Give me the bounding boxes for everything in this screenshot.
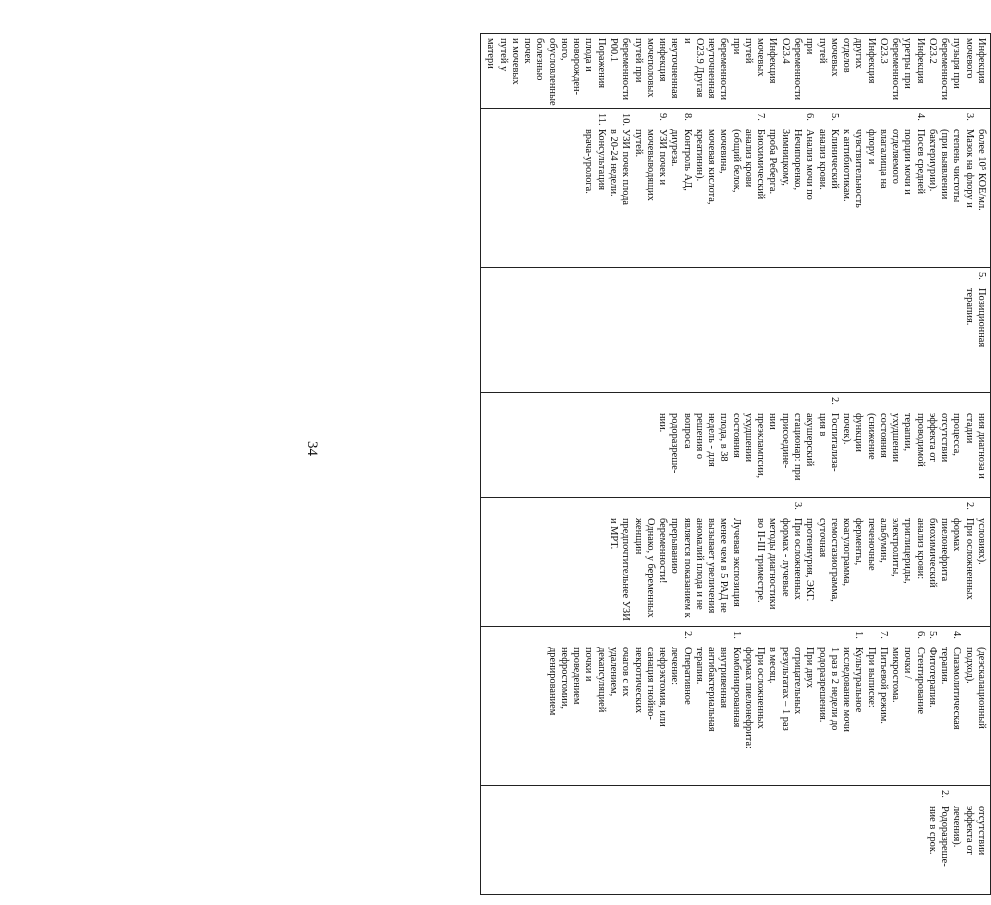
item-text-line: ухудшении [742,413,754,463]
item-number: 5. [976,272,987,280]
item-number: 7. [755,113,767,121]
item-text-line: очагов с их [620,647,632,697]
item-text-line: Лучевая экспозиция [730,518,742,607]
item-text-line: методы диагностики [767,518,779,610]
item-text-line: присоедине- [779,413,791,469]
item-text-line: дренированием [546,647,558,716]
item-text-line: триглицериды, [902,518,914,584]
item-text-line: плода, в 38 [718,413,730,462]
diagnosis-line: беременности [718,38,730,101]
item-number: 7. [877,631,889,639]
diagnosis-line: беременности [792,38,804,101]
item-text-line: формах пиелонефрита: [742,647,754,749]
item-text-line: При двух [804,647,816,689]
item-text-line: При осложненных [792,518,804,600]
list-item [877,631,889,781]
item-text-line: суточная [816,518,828,558]
item-text-line: является показанием к [681,518,693,618]
item-number: 2. [828,397,840,405]
item-number: 4. [951,631,963,639]
item-text-line: внутривенная [718,647,730,709]
item-text-line: Клинический [828,129,840,189]
item-text-line: прерыванию [669,518,681,574]
item-text-line: ция в [816,413,828,437]
item-text-line: порции мочи и [902,129,914,195]
list-item [766,631,864,781]
item-text-line: Анализ мочи по [804,129,816,200]
item-text-line [742,518,754,622]
list-item [693,631,742,781]
list-item [864,631,876,781]
diagnosis-line: Инфекция [976,38,987,84]
list-item [840,397,987,493]
item-text-line: печеночные [865,518,877,571]
diagnosis-line: путей у матери [485,38,509,72]
item-text-line: Консультация [595,129,607,191]
item-text-line: терапия. [939,647,951,685]
list-item [693,113,767,263]
item-text-line: УЗИ почек и [657,129,669,186]
item-text-line: преэклампсии, [755,413,767,479]
item-text-line: родоразрешения. [816,647,828,723]
item-text-line: степень чистоты [951,129,963,203]
item-text-line: Мазок на флору и [963,129,975,208]
item-text-line: некротических [632,647,644,714]
list-item [607,113,632,263]
item-text-line: УЗИ почек плода [620,129,632,206]
item-text-line: влагалища на [877,129,889,189]
item-text-line: эффекта от [963,806,975,855]
item-number: 1. [853,631,865,639]
item-text-line: нии [767,413,779,430]
diagnosis-line: обусловленные [546,38,558,106]
item-number: 2. [939,790,951,798]
diagnosis-line: путей при [632,38,644,83]
item-text-line: (общий белок, [730,129,742,193]
list-item [668,113,693,263]
item-text-line: Посев средней [914,129,926,195]
list-item [950,790,987,890]
item-text-line: терапии, [902,413,914,452]
item-text-line: Нечипоренко, [792,129,804,191]
item-text-line: Культуральное [853,647,865,713]
list-item [975,113,987,263]
item-text-line: результатах – 1 раз [779,647,791,731]
item-text-line: женщин [632,518,644,555]
diagnosis-line: болезнью почек [522,38,546,81]
item-text-line: отсутствии [976,806,987,856]
item-text-line: ферменты, [853,518,865,566]
diagnosis-line: неуточненная [706,38,718,99]
item-text-line: анализ крови: [914,518,926,580]
diagnosis-line: беременности [620,38,632,101]
item-text-line: удалением, [608,647,620,697]
item-text-line: проведением [571,647,583,705]
item-text-line: лечение: [669,647,681,685]
item-text-line: биохимический [926,518,938,588]
diagnosis-line: новорожден- [571,38,583,96]
page-number: 34 [304,441,320,456]
item-text-line: терапия. [963,288,975,326]
col-inpatient-treatment [481,627,991,786]
item-text-line: подход). [963,647,975,684]
item-text-line: Питьевой режим. [877,647,889,724]
diagnosis-line: других отделов [841,38,865,73]
item-text-line: решения о [693,413,705,460]
diagnosis-line: мочевых путей [742,38,767,77]
item-text-line: альбумин, [877,518,889,563]
item-text-line: Биохимический [755,129,767,200]
list-item [754,502,803,622]
item-text-line: ния диагноза и [976,413,987,479]
diagnosis-line: Поражения [595,38,607,89]
item-number: 2. [963,502,975,510]
item-text-line: менее чем в 5 РАД не [718,518,730,613]
item-text-line: во II-III триместре. [755,518,767,603]
item-text-line: состояния [877,413,889,458]
diagnosis-line: О23.4 Инфекция [767,38,791,84]
diagnosis-line: при [804,38,816,55]
list-item [631,113,668,263]
item-text-line: коагулограмма, [841,518,853,587]
diagnosis-line: уретры при [902,38,914,89]
item-text-line: диуреза. [669,129,681,167]
item-number: 3. [792,502,804,510]
item-text-line: беременности! [657,518,669,584]
item-text-line: чувствительность [853,129,865,208]
diagnosis-line: при [730,38,742,55]
item-text-line: к антибиотикам. [841,129,853,202]
col-indications [481,393,991,498]
list-item [840,113,926,263]
item-number: 5. [926,631,938,639]
item-text-line: нии. [657,413,669,433]
item-text-line: стационар: при [792,413,804,481]
item-text-line: условиях). [976,518,987,565]
diagnosis-line: мочевого [963,38,975,79]
diagnosis-line: ного, [558,38,570,61]
item-text-line: формах [951,518,963,552]
diagnosis-line: неуточненная [669,38,681,99]
diagnosis-line: О23.9 Другая и [681,38,705,98]
item-text-line: почек). [841,413,853,445]
item-text-line: нефростомии, [558,647,570,709]
list-item [975,502,987,622]
item-text-line: Фитотерапия. [926,647,938,708]
item-text-line: вызывает увеличения [706,518,718,614]
item-text-line: стадии [963,413,975,444]
diagnosis-line: беременности [890,38,902,101]
item-text-line: эффекта от [926,413,938,462]
item-text-line: Однако, у беременных [644,518,656,618]
item-text-line: недель - для [706,413,718,467]
item-number: 1. [730,631,742,639]
item-text-line: анализ крови [742,129,754,188]
item-text-line: антибактериальная [706,647,718,732]
item-text-line: Спазмолитическая [951,647,963,730]
col-diagnosis [481,34,991,109]
item-text-line: в месяц. [767,647,779,684]
diagnosis-line: пузыря при [951,38,963,89]
item-text-line: бактериурии). [926,129,938,192]
item-text-line: нефрэктомия, или [657,647,669,727]
item-number: 2. [681,631,693,639]
item-text-line: мочевина, [718,129,730,174]
col-outcome [481,786,991,895]
item-text-line: процесса, [951,413,963,456]
item-text-line: функции [853,413,865,452]
item-text-line: При осложненных [755,647,767,729]
item-text-line: флору и [865,129,877,165]
item-number: 3. [963,113,975,121]
list-item [766,113,815,263]
item-text-line: состояния [730,413,742,458]
item-text-line: При выписке: [865,647,877,708]
item-number: 8. [681,113,693,121]
item-text-line: санация гнойно- [644,647,656,720]
item-text-line: родоразреше- [669,413,681,474]
item-text-line: Госпитализа- [828,413,840,472]
item-text-line: Контроль АД, [681,129,693,191]
item-text-line: пиелонефрита [939,518,951,582]
diagnosis-line: беременности [939,38,951,101]
item-number: 9. [657,113,669,121]
item-number: 6. [804,113,816,121]
list-item [926,631,938,781]
diagnosis-line: мочевых путей [816,38,840,77]
item-text-line: (деэскалационный [976,647,987,729]
item-number: 6. [914,631,926,639]
table-row [481,34,991,895]
list-item [962,631,987,781]
list-item [815,113,840,263]
item-text-line: мочевая кислота, [706,129,718,205]
item-text-line: почки / [902,647,914,679]
item-text-line: предпочтительнее УЗИ [620,518,632,621]
clinical-table [480,33,991,895]
item-text-line: ние в срок. [926,806,938,855]
item-number: 4. [914,113,926,121]
item-text-line: проводимой [914,413,926,467]
item-text-line: в 20-24 недели. [608,129,620,197]
item-text-line: исследование мочи [841,647,853,732]
item-text-line: Оперативное [681,647,693,705]
list-item [938,631,963,781]
rotated-table-wrapper [485,33,991,867]
item-text-line: почки и [583,647,595,682]
diagnosis-line: мочеполовых [644,38,656,98]
item-text-line: Позиционная [976,288,987,348]
item-text-line: и МРТ. [608,518,620,550]
col-therapy [481,268,991,393]
list-item [803,502,975,622]
item-text-line: Стентирование [914,647,926,715]
item-text-line: Комбинированная [730,647,742,728]
item-text-line: Родоразреше- [939,806,951,867]
item-text-line: отрицательных [792,647,804,715]
col-examination [481,109,991,268]
col-additional-exam [481,498,991,627]
item-number: 11. [595,113,607,126]
list-item [656,397,840,493]
item-text-line: 1 раз в 2 недели до [828,647,840,731]
item-text-line: креатинин). [693,129,705,182]
item-text-line: электролиты, [890,518,902,577]
diagnosis-line: и мочевых [509,38,521,85]
item-number: 10. [620,113,632,126]
item-text-line: отделяемого [890,129,902,184]
item-text-line: более 10⁵ КОЕ/мл. [976,129,987,211]
list-item [926,113,975,263]
item-text-line: (снижение [865,413,877,460]
item-text-line: Зимницкому, [779,129,791,186]
item-text-line: (при выявлении [939,129,951,200]
item-text-line: путей. [632,129,644,158]
diagnosis-line: О23.3 Инфекция [865,38,889,84]
item-text-line: декапсуляцией [595,647,607,713]
list-item [607,502,754,622]
diagnosis-line: инфекция [657,38,669,82]
item-text-line: При осложненных [963,518,975,600]
item-text-line: ухудшении [890,413,902,463]
item-text-line: врача-уролога. [583,129,595,194]
item-number: 5. [828,113,840,121]
item-text-line: отсутствии [939,413,951,463]
list-item [545,631,692,781]
item-text-line: микростома. [890,647,902,703]
item-text-line: лечения). [951,806,963,848]
item-text-line: мочевыводящих [644,129,656,201]
item-text-line: проба Реберга. [767,129,779,195]
diagnosis-line: Р00.1 [608,38,620,62]
list-item [962,272,987,388]
item-text-line: терапия. [693,647,705,685]
diagnosis-line: плода и [583,38,595,72]
list-item [889,631,926,781]
list-item [742,631,767,781]
item-text-line: протеинурия, ЭКГ. [804,518,816,602]
list-item [582,113,607,263]
item-text-line: анализ крови. [816,129,828,190]
diagnosis-line: О23.2 Инфекция [914,38,938,84]
item-text-line: вопроса [681,413,693,449]
list-item [926,790,951,890]
item-text-line: гемостазиограмма, [828,518,840,602]
item-text-line: формах - лучевые [779,518,791,597]
item-text-line: аномалий плода и не [693,518,705,610]
item-text-line: акушерский [804,413,816,467]
